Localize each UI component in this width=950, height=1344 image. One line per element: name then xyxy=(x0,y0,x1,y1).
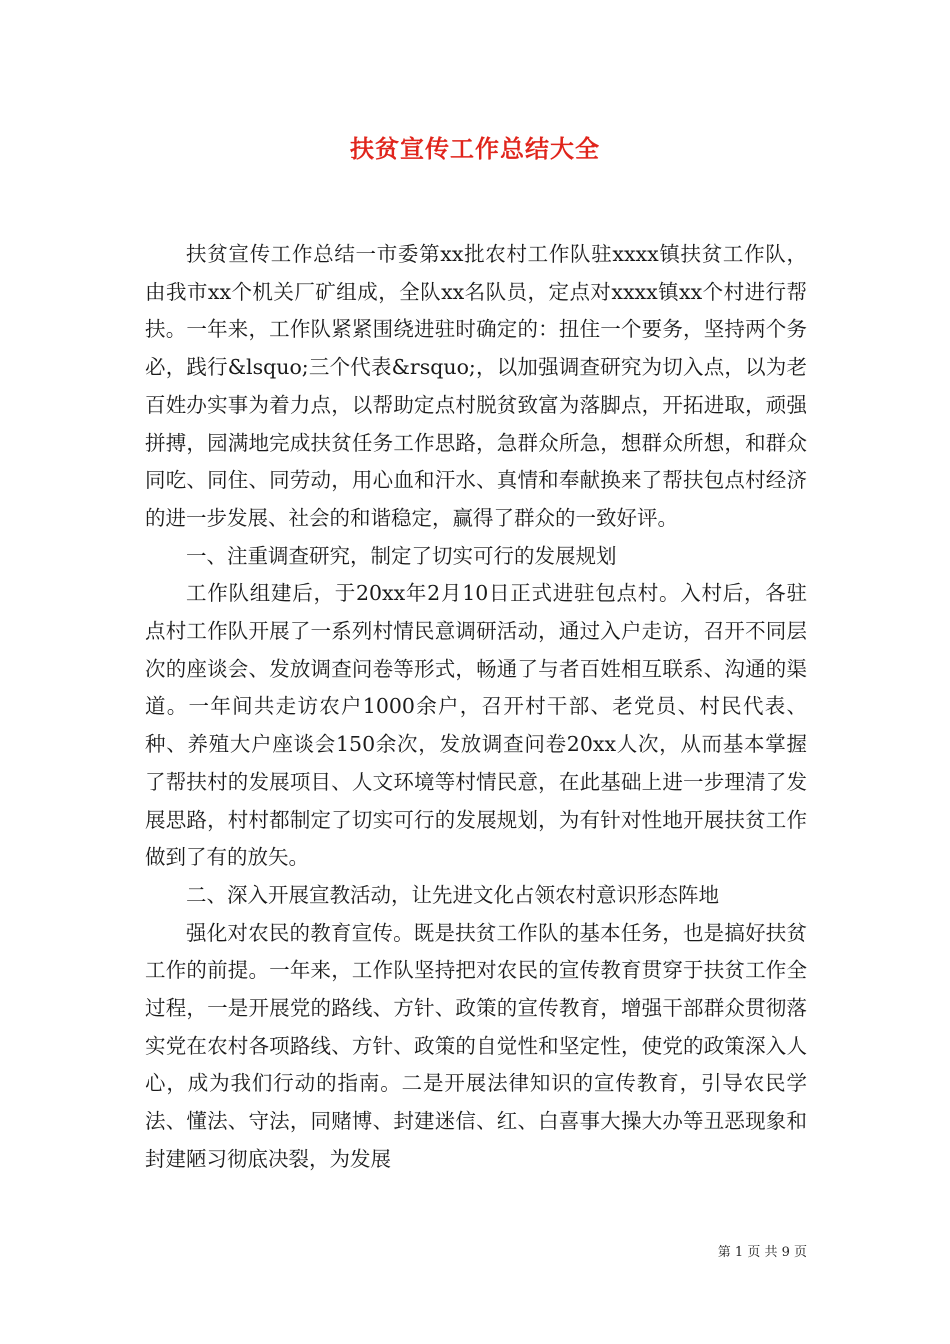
section-1-paragraph: 工作队组建后，于20xx年2月10日正式进驻包点村。入村后，各驻点村工作队开展了一系列村情民意调研活动，通过入户走访，召开不同层次的座谈会、发放调查问卷等形式，畅通了与者百姓相互联系、沟通的渠道。一年间共走访农户1000余户，召开村干部、老党员、村民代表、种、养殖大户座谈会150余次，发放调查问卷20xx人次，从而基本掌握了帮扶村的发展项目、人文环境等村情民意，在此基础上进一步理清了发展思路，村村都制定了切实可行的发展规划，为有针对性地开展扶贫工作做到了有的放矢。 xyxy=(145,581,807,870)
document-body xyxy=(145,236,807,1179)
section-heading-1: 一、注重调查研究，制定了切实可行的发展规划 xyxy=(186,543,617,568)
section-2-paragraph: 强化对农民的教育宣传。既是扶贫工作队的基本任务，也是搞好扶贫工作的前提。一年来，工作队坚持把对农民的宣传教育贯穿于扶贫工作全过程，一是开展党的路线、方针、政策的宣传教育，增强干部群众贯彻落实党在农村各项路线、方针、政策的自觉性和坚定性，使党的政策深入人心，成为我们行动的指南。二是开展法律知识的宣传教育，引导农民学法、懂法、守法，同赌博、封建迷信、红、白喜事大操大办等丑恶现象和封建陋习彻底决裂，为发展 xyxy=(145,920,807,1171)
page-number: 第 1 页 共 9 页 xyxy=(717,1245,807,1260)
intro-paragraph: 扶贫宣传工作总结一市委第xx批农村工作队驻xxxx镇扶贫工作队，由我市xx个机关厂矿组成，全队xx名队员，定点对xxxx镇xx个村进行帮扶。一年来，工作队紧紧围绕进驻时确定的：扭住一个要务，坚持两个务必，践行&lsquo;三个代表&rsquo;，以加强调查研究为切入点，以为老百姓办实事为着力点，以帮助定点村脱贫致富为落脚点，开拓进取，顽强拼搏，园满地完成扶贫任务工作思路，急群众所急，想群众所想，和群众同吃、同住、同劳动，用心血和汗水、真情和奉献换来了帮扶包点村经济的进一步发展、社会的和谐稳定，赢得了群众的一致好评。 xyxy=(145,242,807,530)
section-heading-2: 二、深入开展宣教活动，让先进文化占领农村意识形态阵地 xyxy=(186,882,719,907)
document-title: 扶贫宣传工作总结大全 xyxy=(350,134,600,163)
